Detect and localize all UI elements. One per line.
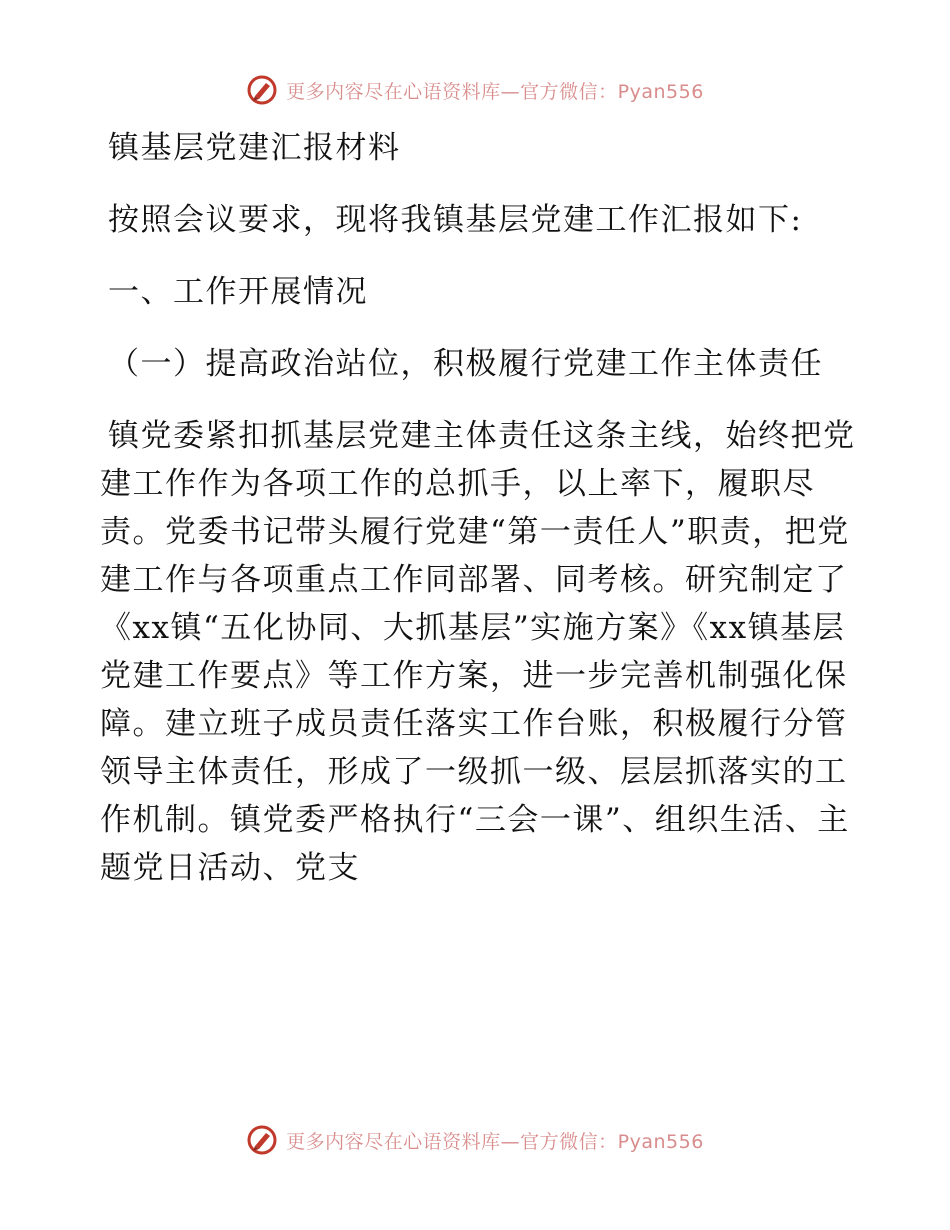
pen-logo-icon xyxy=(246,1124,278,1156)
watermark-header xyxy=(0,70,950,110)
watermark-text: 更多内容尽在心语资料库—官方微信：Pyan556 xyxy=(286,80,704,103)
document-body xyxy=(100,124,860,892)
pen-logo-icon xyxy=(246,74,278,106)
watermark-text: 更多内容尽在心语资料库—官方微信：Pyan556 xyxy=(286,1130,704,1153)
intro-paragraph: 按照会议要求，现将我镇基层党建工作汇报如下: xyxy=(108,202,803,238)
section-heading: 一、工作开展情况 xyxy=(108,274,368,310)
subsection-heading: （一）提高政治站位，积极履行党建工作主体责任 xyxy=(108,346,823,382)
watermark-footer xyxy=(0,1120,950,1160)
document-title: 镇基层党建汇报材料 xyxy=(108,130,401,166)
body-paragraph: 镇党委紧扣抓基层党建主体责任这条主线，始终把党建工作作为各项工作的总抓手，以上率下，履职尽责。党委书记带头履行党建“第一责任人”职责，把党建工作与各项重点工作同部署、同考核。研究制定了《xx镇“五化协同、大抓基层”实施方案》《xx镇基层党建工作要点》等工作方案，进一步完善机制强化保障。建立班子成员责任落实工作台账，积极履行分管领导主体责任，形成了一级抓一级、层层抓落实的工作机制。镇党委严格执行“三会一课”、组织生活、主题党日活动、党支 xyxy=(100,418,856,886)
